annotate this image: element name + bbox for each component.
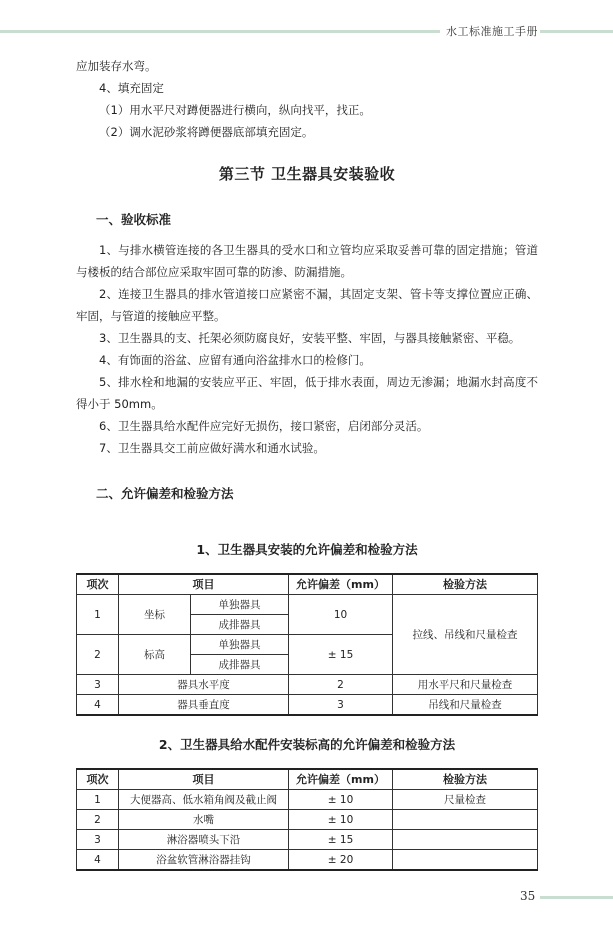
method-cell: 尺量检查 bbox=[393, 790, 538, 810]
tolerance-cell: ± 10 bbox=[289, 790, 393, 810]
row-number: 1 bbox=[77, 790, 119, 810]
intro-step-1: （1）用水平尺对蹲便器进行横向，纵向找平，找正。 bbox=[99, 103, 371, 117]
standard-item: 6、卫生器具给水配件应完好无损伤，接口紧密，启闭部分灵活。 bbox=[99, 419, 429, 433]
table-row bbox=[77, 675, 538, 695]
table-row bbox=[77, 790, 538, 810]
page-number: 35 bbox=[520, 889, 536, 903]
header-cell: 检验方法 bbox=[393, 769, 538, 790]
item-cell: 器具垂直度 bbox=[119, 695, 289, 716]
header-rule-right bbox=[540, 30, 613, 33]
part2-heading: 二、允许偏差和检验方法 bbox=[96, 486, 234, 501]
table2 bbox=[76, 768, 538, 871]
item-cell: 器具水平度 bbox=[119, 675, 289, 695]
tolerance-cell: 10 bbox=[289, 595, 393, 635]
standard-item: 1、与排水横管连接的各卫生器具的受水口和立管均应采取妥善可靠的固定措施；管道与楼板的结合部位应采取牢固可靠的防渗、防漏措施。 bbox=[76, 243, 538, 279]
standard-item: 3、卫生器具的支、托架必须防腐良好，安装平整、牢固，与器具接触紧密、平稳。 bbox=[99, 331, 521, 345]
tolerance-cell: ± 10 bbox=[289, 810, 393, 830]
table-row bbox=[77, 810, 538, 830]
tolerance-cell: 3 bbox=[289, 695, 393, 716]
header-cell: 项次 bbox=[77, 574, 119, 595]
table-row bbox=[77, 695, 538, 716]
tolerance-cell: ± 15 bbox=[289, 830, 393, 850]
table-row bbox=[77, 850, 538, 871]
method-cell: 拉线、吊线和尺量检查 bbox=[393, 595, 538, 675]
row-number: 3 bbox=[77, 675, 119, 695]
table-header-row bbox=[77, 769, 538, 790]
sub-item-cell: 成排器具 bbox=[191, 655, 289, 675]
table-header-row bbox=[77, 574, 538, 595]
page-body bbox=[76, 55, 538, 871]
item-cell: 大便器高、低水箱角阀及截止阀 bbox=[119, 790, 289, 810]
tolerance-cell: ± 20 bbox=[289, 850, 393, 871]
sub-item-cell: 单独器具 bbox=[191, 635, 289, 655]
header-cell: 项目 bbox=[119, 574, 289, 595]
sub-item-cell: 单独器具 bbox=[191, 595, 289, 615]
standard-item: 7、卫生器具交工前应做好满水和通水试验。 bbox=[99, 441, 325, 455]
item-cell: 水嘴 bbox=[119, 810, 289, 830]
intro-paragraph: 应加装存水弯。 bbox=[76, 59, 157, 73]
method-cell: 吊线和尺量检查 bbox=[393, 695, 538, 716]
header-cell: 检验方法 bbox=[393, 574, 538, 595]
running-header-title: 水工标准施工手册 bbox=[446, 25, 538, 38]
table-row bbox=[77, 595, 538, 615]
part1-heading: 一、验收标准 bbox=[96, 212, 172, 227]
header-rule-left bbox=[0, 30, 440, 33]
footer-rule bbox=[540, 896, 613, 899]
item-cell: 标高 bbox=[119, 635, 191, 675]
item-cell: 坐标 bbox=[119, 595, 191, 635]
row-number: 4 bbox=[77, 695, 119, 716]
item-cell: 浴盆软管淋浴器挂钩 bbox=[119, 850, 289, 871]
method-cell: 用水平尺和尺量检查 bbox=[393, 675, 538, 695]
table1 bbox=[76, 573, 538, 716]
item-cell: 淋浴器喷头下沿 bbox=[119, 830, 289, 850]
sub-item-cell: 成排器具 bbox=[191, 615, 289, 635]
section-title: 第三节 卫生器具安装验收 bbox=[218, 165, 396, 183]
row-number: 1 bbox=[77, 595, 119, 635]
row-number: 4 bbox=[77, 850, 119, 871]
method-cell bbox=[393, 850, 538, 871]
header-cell: 项次 bbox=[77, 769, 119, 790]
table1-title: 1、卫生器具安装的允许偏差和检验方法 bbox=[196, 542, 418, 557]
tolerance-cell: ± 15 bbox=[289, 635, 393, 675]
header-cell: 允许偏差（mm） bbox=[289, 769, 393, 790]
intro-step-2: （2）调水泥砂浆将蹲便器底部填充固定。 bbox=[99, 125, 314, 139]
intro-step-heading: 4、填充固定 bbox=[99, 81, 164, 95]
method-cell bbox=[393, 830, 538, 850]
standard-item: 2、连接卫生器具的排水管道接口应紧密不漏，其固定支架、管卡等支撑位置应正确、牢固，与管道的接触应平整。 bbox=[76, 287, 538, 323]
method-cell bbox=[393, 810, 538, 830]
standard-item: 4、有饰面的浴盆、应留有通向浴盆排水口的检修门。 bbox=[99, 353, 371, 367]
table2-title: 2、卫生器具给水配件安装标高的允许偏差和检验方法 bbox=[158, 737, 456, 752]
tolerance-cell: 2 bbox=[289, 675, 393, 695]
header-cell: 项目 bbox=[119, 769, 289, 790]
row-number: 3 bbox=[77, 830, 119, 850]
header-cell: 允许偏差（mm） bbox=[289, 574, 393, 595]
table-row bbox=[77, 830, 538, 850]
row-number: 2 bbox=[77, 810, 119, 830]
row-number: 2 bbox=[77, 635, 119, 675]
standard-item: 5、排水栓和地漏的安装应平正、牢固，低于排水表面，周边无渗漏；地漏水封高度不得小于 50mm。 bbox=[76, 375, 538, 411]
